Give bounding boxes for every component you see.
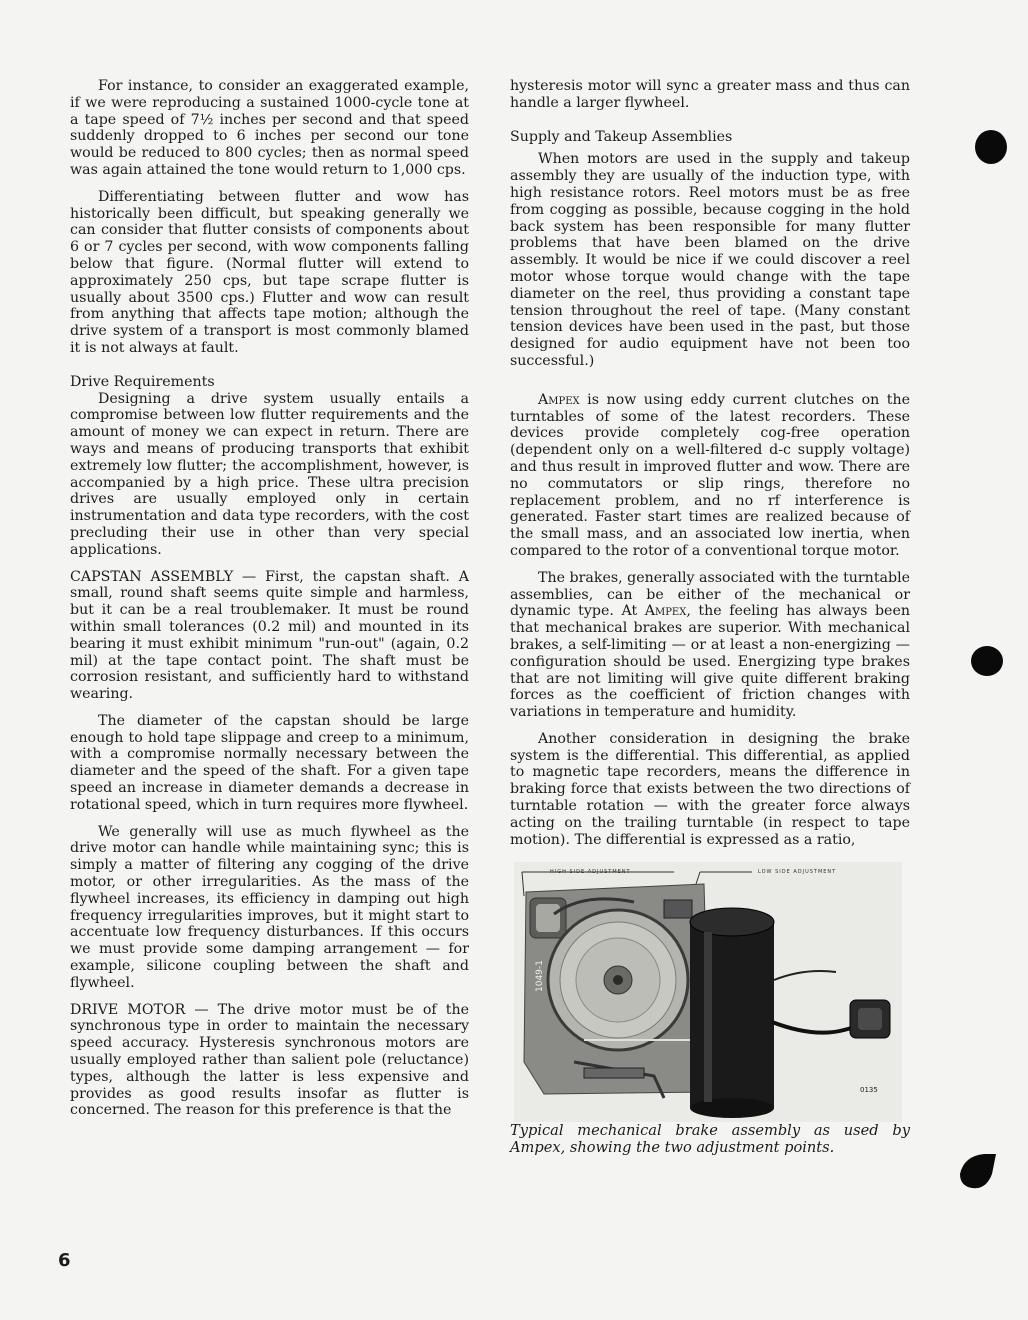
paragraph-capstan-assembly bbox=[70, 569, 469, 703]
brand-ampex: Ampex bbox=[538, 391, 580, 408]
page-number: 6 bbox=[58, 1250, 71, 1271]
capstan-lead: CAPSTAN ASSEMBLY — bbox=[70, 568, 266, 585]
drive-motor-lead: DRIVE MOTOR — bbox=[70, 1001, 218, 1018]
left-column bbox=[70, 78, 469, 1129]
svg-text:1049-1: 1049-1 bbox=[535, 960, 545, 993]
brakes-text-a: The brakes, generally associated with the turntable assemblies, can be either of the mechanical or dynamic type. At bbox=[510, 569, 910, 620]
paragraph-flywheel: We generally will use as much flywheel as the drive motor can handle while maintaining sync; this is simply a matter of filtering any cogging of the drive motor, or other irregularities. As the mass of the flywheel increases, its efficiency in damping out high frequency irregularities improves, but it might start to accentuate low frequency disturbances. If this occurs we must provide some damping arrangement — for example, silicone coupling between the shaft and flywheel. bbox=[70, 823, 469, 991]
paragraph-capstan-diameter: The diameter of the capstan should be large enough to hold tape slippage and creep to a minimum, with a compromise normally necessary between the diameter and the speed of the shaft. For a given tape speed an increase in diameter demands a decrease in rotational speed, which in turn requires more flywheel. bbox=[70, 712, 469, 813]
drive-motor-text: The drive motor must be of the synchronous type in order to maintain the necessary speed accuracy. Hysteresis synchronous motors are usually employed rather than salient pole (reluctance) types, although the latter is less expensive and provides as good results insofar as flutter is concerned. The reason for this preference is that the bbox=[70, 1001, 469, 1119]
paragraph-differential: Another consideration in designing the brake system is the differential. This differential, as applied to magnetic tape recorders, means the difference in braking force that exists between the two directions of turntable rotation — with the greater force always acting on the trailing turntable (in respect to tape motion). The differential is expressed as a ratio, bbox=[510, 730, 910, 848]
paragraph-hysteresis-continued: hysteresis motor will sync a greater mass and thus can handle a larger flywheel. bbox=[510, 78, 910, 111]
paragraph-brakes bbox=[510, 570, 910, 721]
right-column bbox=[510, 78, 910, 1166]
eddy-current-text: is now using eddy current clutches on the turntables of some of the latest recorders. These devices provide completely cog-free operation (dependent only on a well-filtered d-c supply voltage) and thus result in improved flutter and wow. There are no commutators or slip rings, therefore no replacement problem, and no rf interference is generated. Faster start times are realized because of the small mass, and an associated low inertia, when compared to the rotor of a conventional torque motor. bbox=[510, 391, 910, 559]
paragraph-drive-system: Designing a drive system usually entails a compromise between low flutter requirements and the amount of money we can expect in return. There are ways and means of producing transports that exhibit extremely low flutter; the accomplishment, however, is accompanied by a high price. These ultra precision drives are usually employed only in certain instrumentation and data type recorders, with the cost precluding their use in other than very special applications. bbox=[70, 390, 469, 558]
paragraph-drive-motor bbox=[70, 1002, 469, 1120]
brake-assembly-illustration bbox=[514, 862, 902, 1122]
brake-assembly-photo bbox=[514, 862, 902, 1122]
brakes-text-b: , the feeling has always been that mechanical brakes are superior. With mechanical brakes, a self-limiting — or at least a non-energizing — configuration should be used. Energizing type brakes that are not limiting will give quite different braking forces as the coefficient of friction changes with variations in temperature and humidity. bbox=[510, 603, 910, 721]
punch-hole-middle bbox=[968, 640, 1012, 684]
paragraph-reel-motors: When motors are used in the supply and takeup assembly they are usually of the induction type, with high resistance rotors. Reel motors must be as free from cogging as possible, because cogging in the hold back system has been responsible for many flutter problems that have been blamed on the drive assembly. It would be nice if we could discover a reel motor whose torque would change with the tape diameter on the reel, thus providing a constant tape tension throughout the reel of tape. (Many constant tension devices have been used in the past, but those designed for audio equipment have not been too successful.) bbox=[510, 151, 910, 369]
brand-ampex: Ampex bbox=[644, 603, 687, 620]
punch-hole-bottom bbox=[954, 1150, 1004, 1194]
heading-drive-requirements: Drive Requirements bbox=[70, 373, 215, 390]
paragraph-flutter-example: For instance, to consider an exaggerated example, if we were reproducing a sustained 1000-cycle tone at a tape speed of 7½ inches per second and that speed suddenly dropped to 6 inches per second our tone would be reduced to 800 cycles; then as normal speed was again attained the tone would return to 1,000 cps. bbox=[70, 78, 469, 178]
capstan-text: First, the capstan shaft. A small, round shaft seems quite simple and harmless, but it can be a real troublemaker. It must be round within small tolerances (0.2 mil) and mounted in its bearing it must exhibit minimum "run-out" (again, 0.2 mil) at the tape contact point. The shaft must be corrosion resistant, and sufficiently hard to withstand wearing. bbox=[70, 568, 470, 703]
heading-supply-takeup: Supply and Takeup Assemblies bbox=[510, 128, 733, 145]
punch-hole-top bbox=[972, 126, 1016, 170]
figure-caption: Typical mechanical brake assembly as used by Ampex, showing the two adjustment points. bbox=[510, 1122, 910, 1157]
figure-part-number: 0135 bbox=[860, 1086, 878, 1095]
label-low-side-adjustment: LOW SIDE ADJUSTMENT bbox=[758, 869, 837, 876]
paragraph-flutter-wow: Differentiating between flutter and wow has historically been difficult, but speaking generally we can consider that flutter consists of components about 6 or 7 cycles per second, with wow components falling below that figure. (Normal flutter will extend to approximately 250 cps, but tape scrape flutter is usually about 3500 cps.) Flutter and wow can result from anything that affects tape motion; although the drive system of a transport is most commonly blamed it is not always at fault. bbox=[70, 188, 469, 356]
label-high-side-adjustment: HIGH SIDE ADJUSTMENT bbox=[550, 869, 631, 876]
paragraph-eddy-current-clutches bbox=[510, 392, 910, 560]
